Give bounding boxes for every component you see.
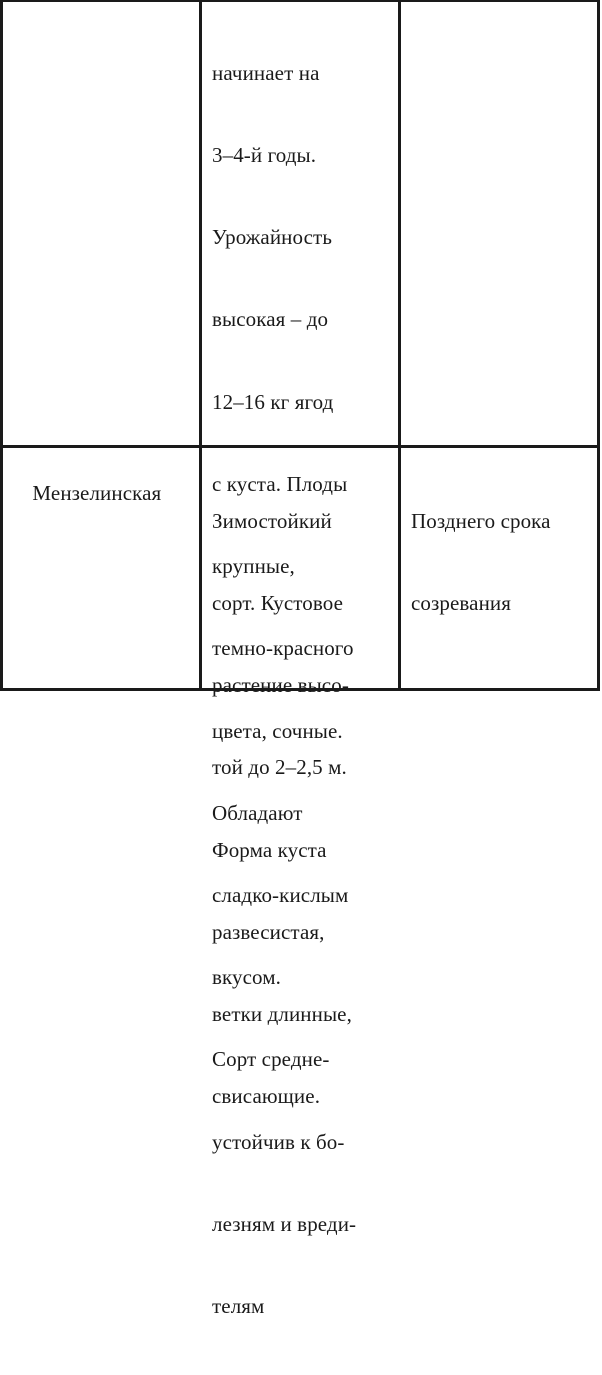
column-divider-1 xyxy=(199,2,202,688)
description-line: цвета, сочные. xyxy=(212,718,343,743)
ripening-line: Позднего срока xyxy=(411,508,551,533)
description-line: ветки длинные, xyxy=(212,1002,352,1027)
description-line: лезням и вреди- xyxy=(212,1211,357,1236)
description-line: с куста. Плоды xyxy=(212,471,348,496)
description-line: высокая – до xyxy=(212,307,329,332)
column-divider-2 xyxy=(398,2,401,688)
row1-variety-cell xyxy=(11,6,32,88)
description-line: Обладают xyxy=(212,800,303,825)
row2-variety-cell xyxy=(11,453,161,535)
description-line: вкусом. xyxy=(212,965,281,990)
description-line: темно-красного xyxy=(212,636,354,661)
row2-description-cell xyxy=(212,453,352,1166)
description-line: Урожайность xyxy=(212,225,333,250)
description-line: 12–16 кг ягод xyxy=(212,389,334,414)
description-line: сорт. Кустовое xyxy=(212,591,344,616)
description-line: Зимостойкий xyxy=(212,508,332,533)
description-line: Сорт средне- xyxy=(212,1047,330,1072)
row2-ripening-cell xyxy=(411,453,551,672)
ripening-line: созревания xyxy=(411,591,512,616)
variety-name: Мензелинская xyxy=(32,481,162,506)
description-line: 3–4-й годы. xyxy=(212,143,317,168)
description-line: начинает на xyxy=(212,60,320,85)
description-line: телям xyxy=(212,1294,265,1319)
description-line: свисающие. xyxy=(212,1084,321,1109)
description-line: устойчив к бо- xyxy=(212,1129,345,1154)
description-line: растение высо- xyxy=(212,673,349,698)
description-line: сладко-кислым xyxy=(212,883,349,907)
description-line: крупные, xyxy=(212,554,295,579)
description-line: Форма куста xyxy=(212,837,327,862)
description-line: той до 2–2,5 м. xyxy=(212,755,347,780)
description-line: развесистая, xyxy=(212,919,325,944)
